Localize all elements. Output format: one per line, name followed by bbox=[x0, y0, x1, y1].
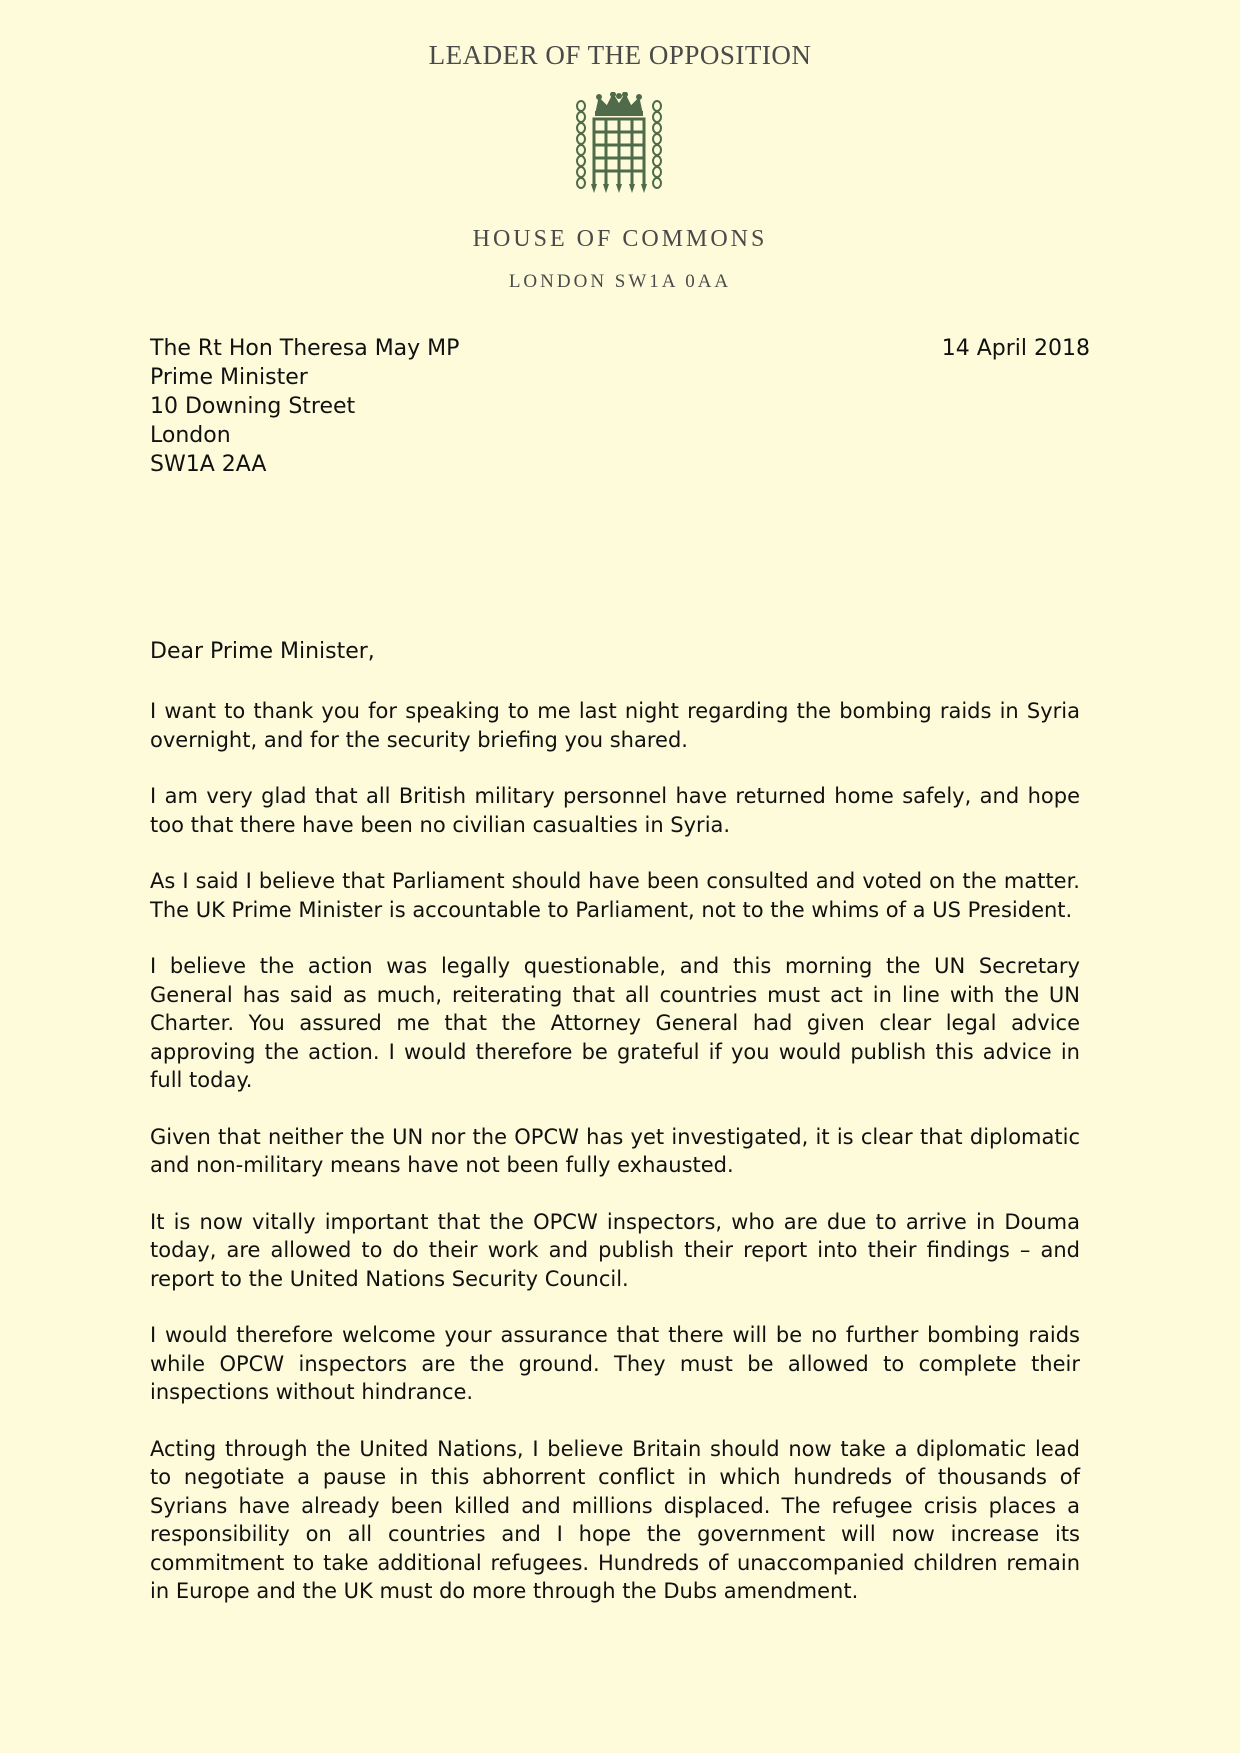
body-paragraph: I want to thank you for speaking to me last night regarding the bombing raids in Syria overnight, and for the security briefing you shared. bbox=[150, 699, 1080, 752]
recipient-line: London bbox=[150, 423, 231, 448]
body-paragraph: I am very glad that all British military personnel have returned home safely, and hope too that there have been no civilian casualties in Syria. bbox=[150, 784, 1080, 837]
recipient-line: Prime Minister bbox=[150, 365, 308, 390]
body-paragraph: I believe the action was legally questionable, and this morning the UN Secretary General has said as much, reiterating that all countries must act in line with the UN Charter. You assured me that the Attorney General had given clear legal advice approving the action. I would therefore be grateful if you would publish this advice in full today. bbox=[150, 954, 1080, 1092]
letterhead-address: LONDON SW1A 0AA bbox=[508, 271, 732, 292]
body-paragraph: It is now vitally important that the OPCW inspectors, who are due to arrive in Douma today, are allowed to do their work and publish their report into their findings – and report to the United Nations Security Council. bbox=[150, 1209, 1080, 1291]
body-paragraph: Given that neither the UN nor the OPCW has yet investigated, it is clear that diplomatic and non-military means have not been fully exhausted. bbox=[150, 1124, 1080, 1177]
letterhead-title: LEADER OF THE OPPOSITION bbox=[428, 40, 812, 70]
salutation: Dear Prime Minister, bbox=[150, 639, 375, 664]
letter-body bbox=[150, 697, 1080, 1634]
recipient-line: 10 Downing Street bbox=[150, 394, 356, 419]
body-paragraph: Acting through the United Nations, I believe Britain should now take a diplomatic lead to negotiate a pause in this abhorrent conflict in which hundreds of thousands of Syrians have already been killed and millions displaced. The refugee crisis places a responsibility on all countries and I hope the government will now increase its commitment to take additional refugees. Hundreds of unaccompanied children remain in Europe and the UK must do more through the Dubs amendment. bbox=[150, 1436, 1080, 1603]
recipient-address bbox=[150, 334, 459, 479]
portcullis-icon bbox=[572, 92, 666, 194]
body-paragraph: I would therefore welcome your assurance that there will be no further bombing raids while OPCW inspectors are the ground. They must be allowed to complete their inspections without hindrance. bbox=[150, 1323, 1080, 1404]
recipient-line: The Rt Hon Theresa May MP bbox=[150, 336, 460, 361]
letter-date: 14 April 2018 bbox=[941, 336, 1090, 361]
recipient-line: SW1A 2AA bbox=[150, 452, 267, 477]
letterhead-house: HOUSE OF COMMONS bbox=[472, 226, 768, 252]
body-paragraph: As I said I believe that Parliament should have been consulted and voted on the matter. The UK Prime Minister is accountable to Parliament, not to the whims of a US President. bbox=[150, 869, 1080, 922]
